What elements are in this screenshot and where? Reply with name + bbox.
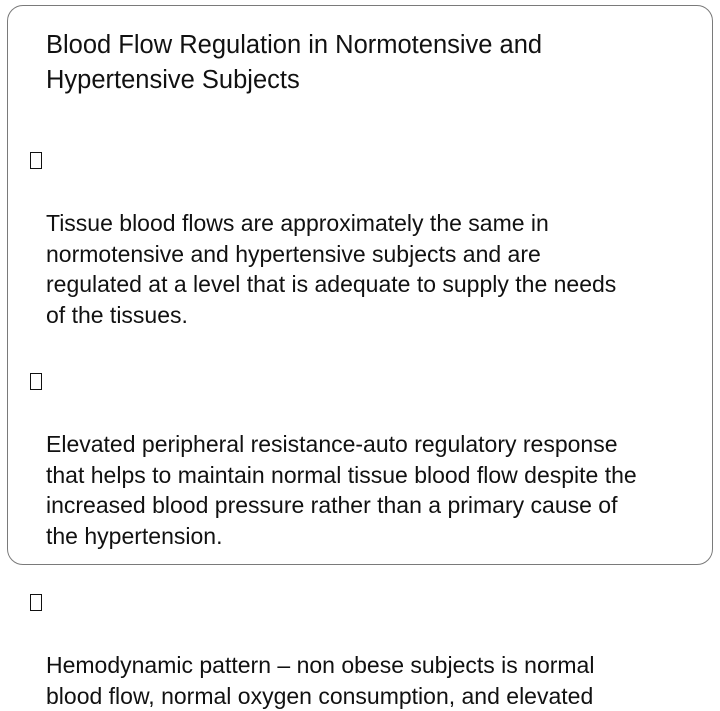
bullet-item <box>30 589 720 711</box>
bullet-item <box>30 147 720 330</box>
empty-box-icon <box>30 594 42 611</box>
bullet-text: Hemodynamic pattern – non obese subjects is normal blood flow, normal oxygen consumption, and elevated <box>46 652 595 709</box>
bullet-text: Tissue blood flows are approximately the same in normotensive and hypertensive subjects and are regulated at a level that is adequate to supply the needs of the tissues. <box>46 210 617 328</box>
empty-box-icon <box>30 373 42 390</box>
slide-title: Blood Flow Regulation in Normotensive and Hypertensive Subjects <box>46 31 543 94</box>
bullet-item <box>30 368 720 551</box>
empty-box-icon <box>30 152 42 169</box>
bullet-list <box>30 147 720 711</box>
bullet-text: Elevated peripheral resistance-auto regulatory response that helps to maintain normal tissue blood flow despite the increased blood pressure rather than a primary cause of the hypertension. <box>46 431 637 549</box>
